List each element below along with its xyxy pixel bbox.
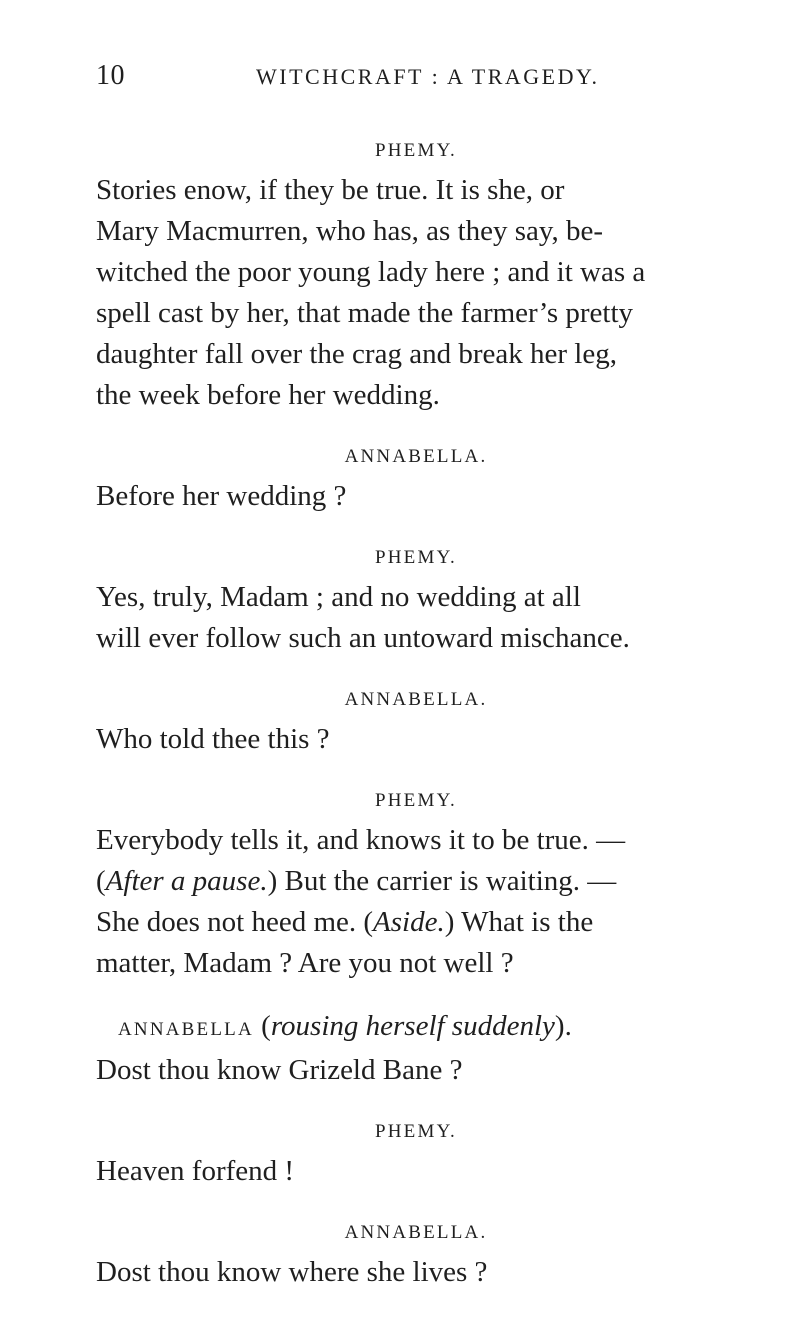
speech-phemy-3 (96, 820, 736, 984)
paren-open: ( (253, 1010, 271, 1042)
speaker-phemy: PHEMY. (374, 1121, 457, 1142)
stage-direction: After a pause. (105, 865, 268, 897)
speech-line: Everybody tells it, and knows it to be true. — (96, 824, 626, 856)
paren-close: ) (267, 865, 278, 897)
page-header (96, 60, 736, 96)
speech-line: Stories enow, if they be true. It is she, or (96, 174, 565, 206)
running-title: WITCHCRAFT : A TRAGEDY. (256, 64, 600, 89)
speech-line: Yes, truly, Madam ; and no wedding at all (96, 581, 581, 613)
speaker-phemy: PHEMY. (374, 140, 457, 161)
page-number: 10 (96, 60, 125, 91)
speaker-phemy: PHEMY. (374, 790, 457, 811)
speaker-line-annabella (96, 1006, 736, 1050)
speaker-annabella-inline: ANNABELLA (118, 1019, 254, 1040)
speech-line: spell cast by her, that made the farmer’s pretty (96, 297, 634, 329)
paren-close: ). (554, 1010, 572, 1042)
stage-direction: Aside. (373, 906, 445, 938)
speech-annabella-4: Dost thou know where she lives ? (96, 1256, 488, 1288)
speech-annabella-3: Dost thou know Grizeld Bane ? (96, 1054, 463, 1086)
speech-phemy-2 (96, 577, 736, 659)
stage-direction: rousing herself suddenly (270, 1010, 555, 1042)
speaker-phemy: PHEMY. (374, 547, 457, 568)
speech-phemy-4: Heaven forfend ! (96, 1155, 295, 1187)
speech-line: the week before her wedding. (96, 379, 440, 411)
dialogue-text (96, 132, 736, 1293)
speaker-annabella: ANNABELLA. (344, 446, 488, 467)
speaker-annabella: ANNABELLA. (344, 689, 488, 710)
paren-open: ( (96, 865, 106, 897)
speech-line: daughter fall over the crag and break her leg, (96, 338, 617, 370)
speech-line: will ever follow such an untoward mischance. (96, 622, 630, 654)
speech-text: But the carrier is waiting. — (277, 865, 617, 897)
speech-phemy-1 (96, 170, 736, 416)
speech-annabella-2: Who told thee this ? (96, 723, 330, 755)
speech-line (96, 861, 736, 902)
speech-text: She does not heed me. ( (96, 906, 374, 938)
speech-text: ) What is the (444, 906, 594, 938)
speech-line: Mary Macmurren, who has, as they say, be- (96, 215, 604, 247)
speech-line (96, 902, 736, 943)
speaker-annabella: ANNABELLA. (344, 1222, 488, 1243)
speech-annabella-1: Before her wedding ? (96, 480, 347, 512)
speech-line: witched the poor young lady here ; and it was a (96, 256, 646, 288)
speech-line: matter, Madam ? Are you not well ? (96, 947, 514, 979)
